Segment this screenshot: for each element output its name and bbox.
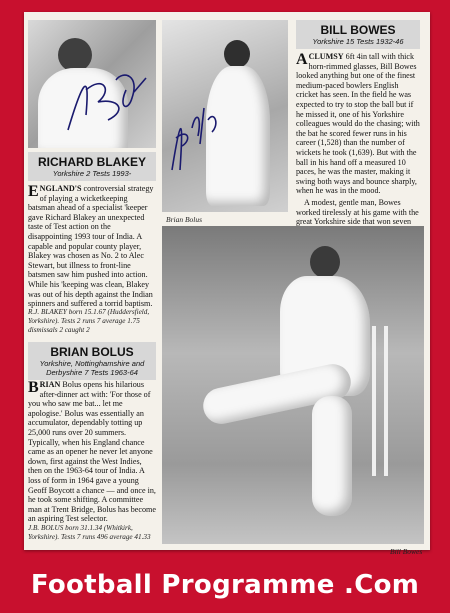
bolus-photo [162,20,288,212]
blakey-lead: NGLAND'S [39,184,82,193]
bolus-body: Bolus opens his hilarious after-dinner act with: 'For those of you who saw me bat... let me apologise.' Bolus was essentially an accumulator, dependably totting up 25,000 runs over 20 summers. Typically, when his England chance came as an opener he never let anyone down, first against the West Indies, then on the 1963-64 tour of India. A loss of form in 1964 gave a young Geoff Boycott a chance — and once in, he took some shifting. A committee man at Trent Bridge, Bolus has become an aspiring Test selector. [28,380,156,524]
blakey-article [28,184,156,311]
bowes-subtitle: Yorkshire 15 Tests 1932-46 [312,37,404,46]
bowes-body-2: A modest, gentle man, Bowes worked tirelessly at his game with the great Yorkshire side that won seven [296,197,419,227]
bolus-subtitle-2: Derbyshire 7 Tests 1963-64 [46,368,138,377]
blakey-subtitle: Yorkshire 2 Tests 1993- [52,169,132,178]
bolus-drop-cap: B [28,379,39,396]
bolus-heading [28,342,156,380]
bolus-subtitle-1: Yorkshire, Nottinghamshire and [39,359,145,368]
bolus-article [28,380,156,526]
bowes-name: BILL BOWES [320,23,396,37]
bolus-lead: RIAN [39,380,61,389]
bowes-lead: CLUMSY [308,52,344,61]
bowes-article [296,52,422,238]
bolus-stats: J.B. BOLUS born 31.1.34 (Whitkirk, Yorkshire). Tests 7 runs 496 average 41.33 [28,524,151,541]
site-banner[interactable]: Football Programme .Com [30,570,420,600]
bowes-drop-cap: A [296,51,308,68]
bolus-name: BRIAN BOLUS [50,345,134,359]
blakey-heading [28,152,156,181]
blakey-name: RICHARD BLAKEY [38,155,146,169]
bowes-photo [162,226,424,544]
bowes-heading [296,20,420,49]
programme-page [24,12,430,556]
bolus-photo-caption: Brian Bolus [166,215,203,224]
bowes-photo-caption: Bill Bowes [390,547,423,556]
blakey-body: controversial strategy of playing a wicketkeeping batsman ahead of a specialist 'keeper gave Richard Blakey an unexpected taste of Test action on the disappointing 1993 tour of India. A capable and popular county player, Blakey was chosen as No. 2 to Alec Stewart, but illness to front-line batsmen saw him pushed into action. While his 'keeping was clean, Blakey was out of his depth against the Indian spinners and suffered a torrid baptism. [28,184,154,309]
blakey-photo [28,20,156,148]
blakey-drop-cap: E [28,183,39,200]
bowes-body-1: 6ft 4in tall with thick horn-rimmed glasses, Bill Bowes looked anything but one of the finest medium-paced bowlers English cricket has seen. In the field he was expected to try to stop the ball but if he missed it, one of his Yorkshire colleagues would do the chasing; with the bat he scored fewer runs in his career (1,528) than the number of wickets he took (1,639). But with the ball in his hand off a measured 10 paces, he was the master, making it swing both ways and bounce sharply, when he was in the mood. [296,52,420,196]
blakey-stats: R.J. BLAKEY born 15.1.67 (Huddersfield, Yorkshire). Tests 2 runs 7 average 1.75 dismissals 2 caught 2 [28,308,150,334]
